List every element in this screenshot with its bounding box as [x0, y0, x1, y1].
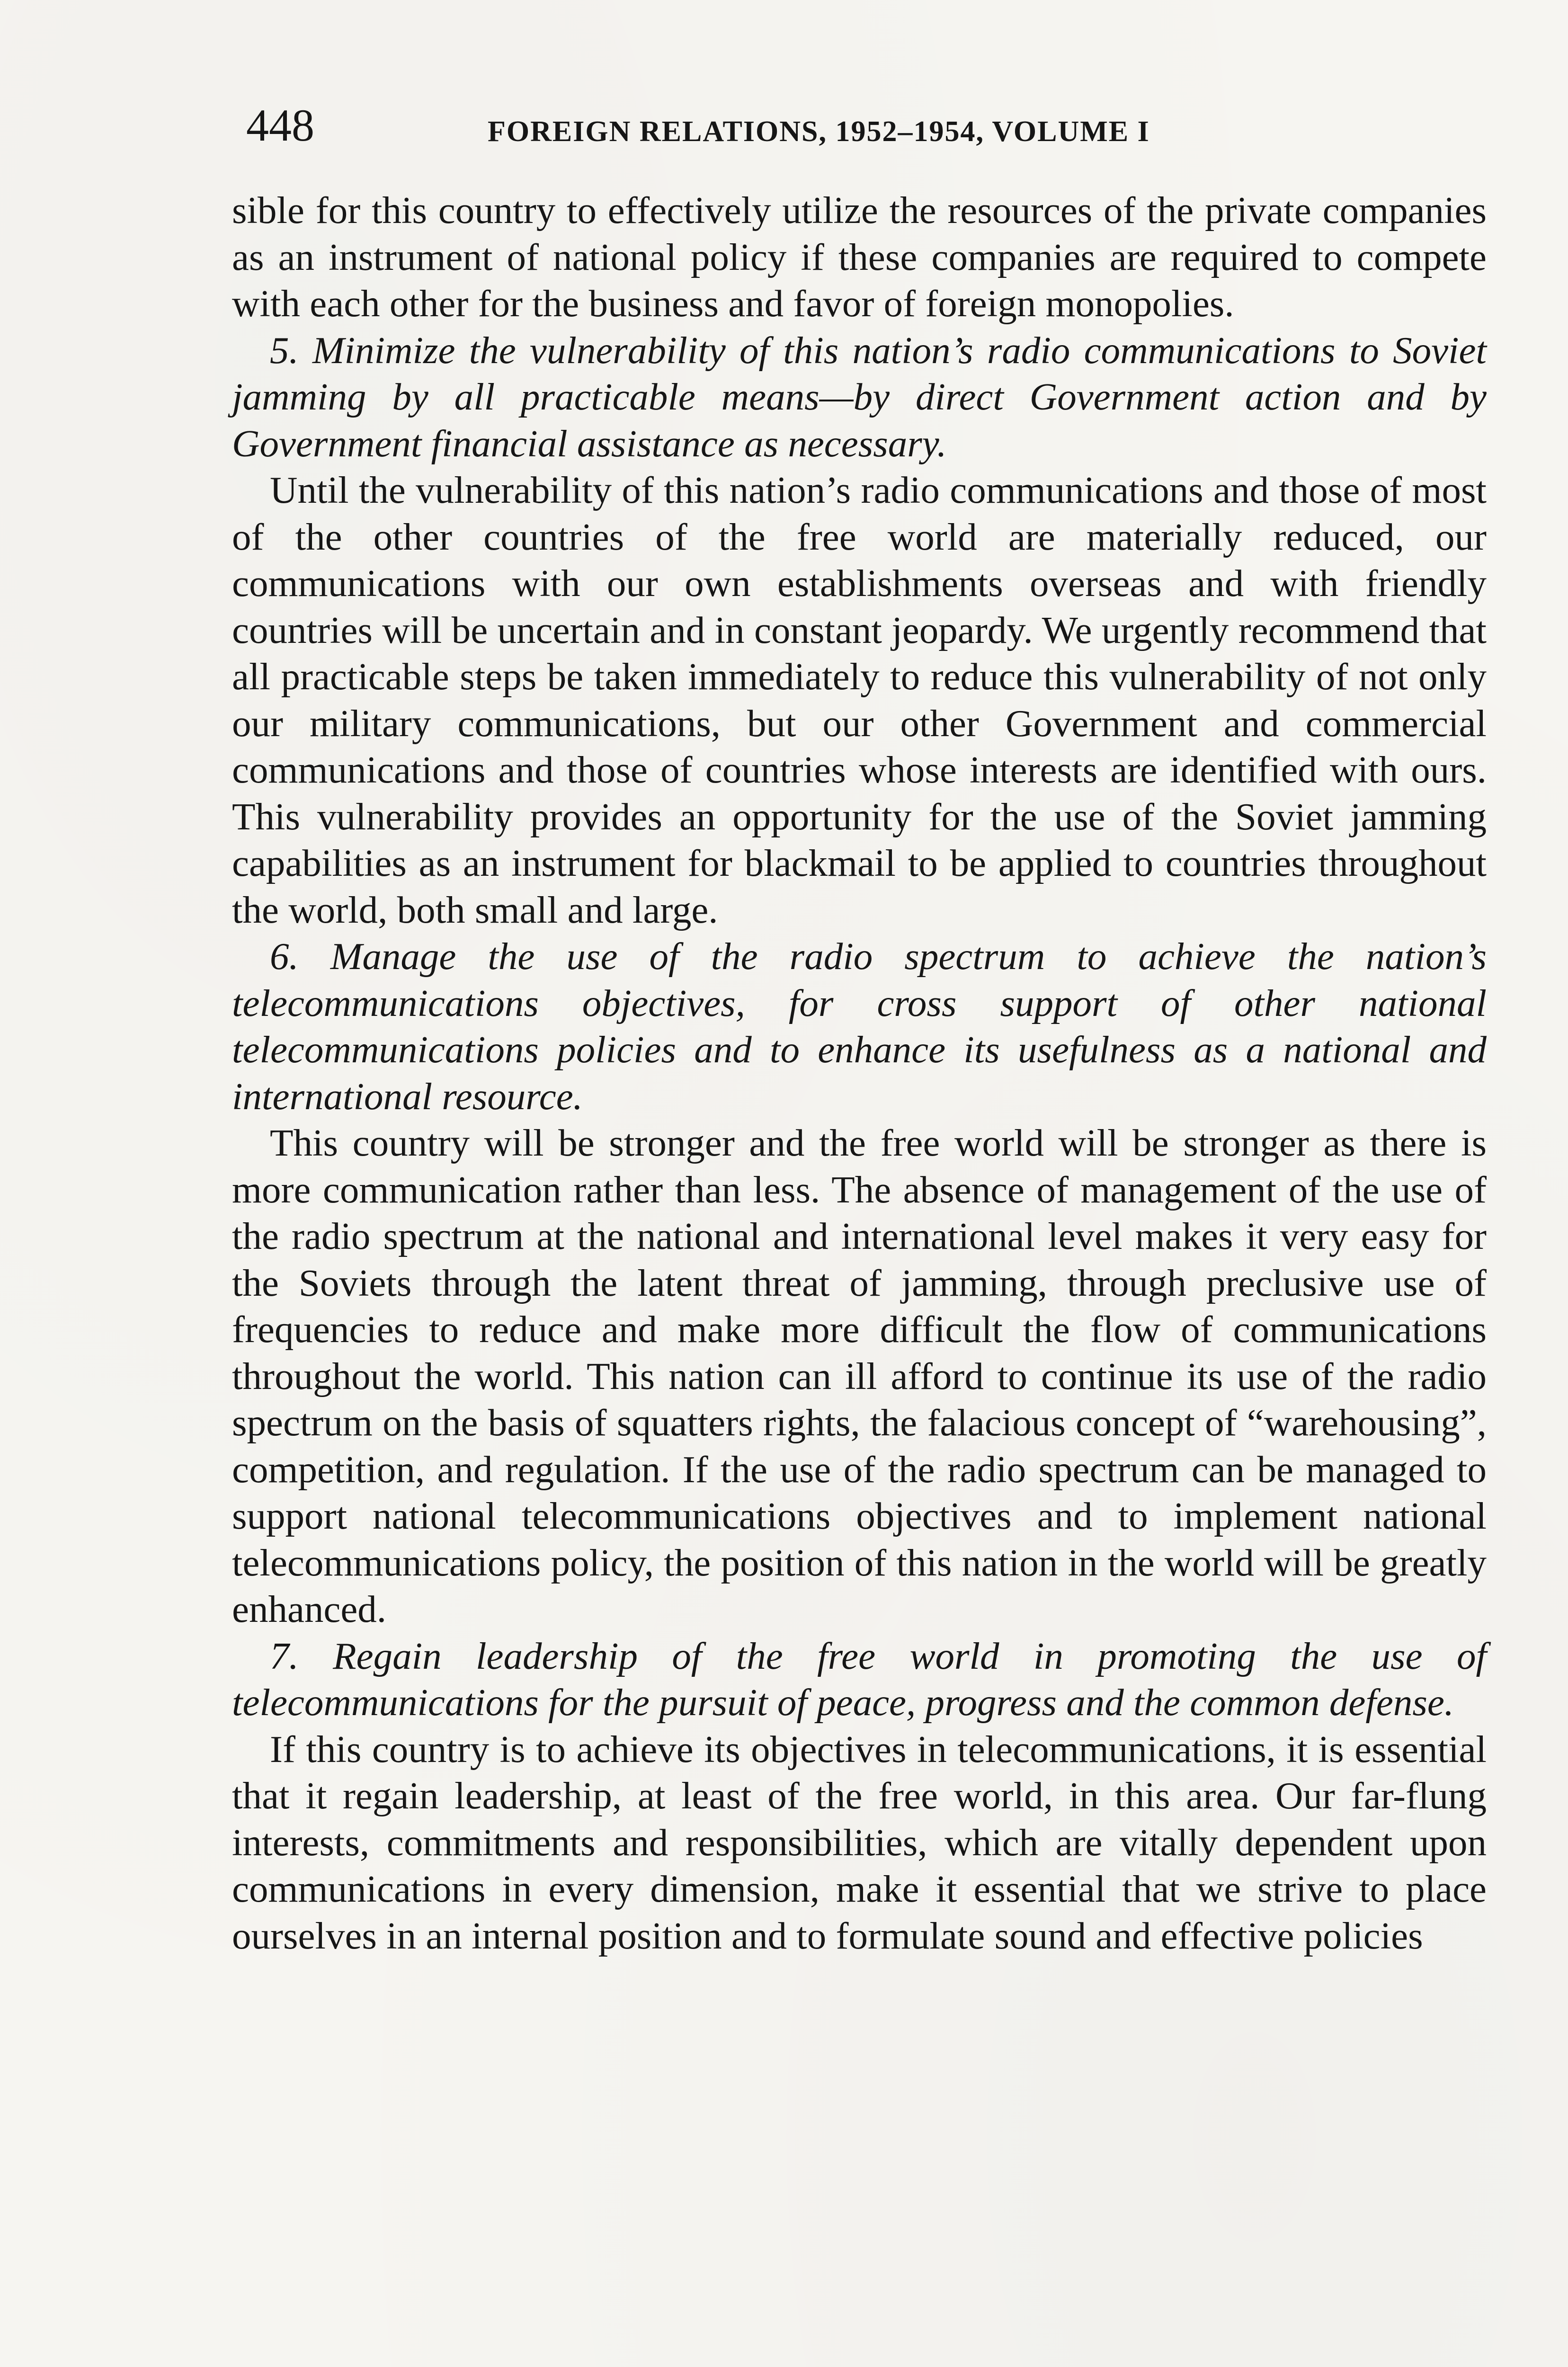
recommendation-6-heading: 6. Manage the use of the radio spectrum to achieve the nation’s telecommunications objectives, for cross support of other national telecommunications policies and to enhance its usefulness as a national and international resource. [232, 935, 1487, 1118]
page-header [246, 97, 1487, 159]
recommendation-5-heading: 5. Minimize the vulnerability of this nation’s radio communications to Soviet jamming by all practicable means—by direct Government action and by Government financial assistance as necessary. [232, 329, 1487, 465]
recommendation-6-body: This country will be stronger and the free world will be stronger as there is more communication rather than less. The absence of management of the use of the radio spectrum at the national and international level makes it very easy for the Soviets through the latent threat of jamming, through preclusive use of frequencies to reduce and make more difficult the flow of communications throughout the world. This nation can ill afford to continue its use of the radio spectrum on the basis of squatters rights, the falacious concept of “warehousing”, competition, and regulation. If the use of the radio spectrum can be managed to support national telecommunications objectives and to implement national telecommunications policy, the position of this nation in the world will be greatly enhanced. [232, 1121, 1487, 1630]
body-text [232, 187, 1487, 1959]
recommendation-7-body: If this country is to achieve its objectives in telecommunications, it is essential that it regain leadership, at least of the free world, in this area. Our far-flung interests, commitments and responsibilities, which are vitally dependent upon communications in every dimension, make it essential that we strive to place ourselves in an internal position and to formulate sound and effective policies [232, 1727, 1487, 1957]
paragraph-continuation: sible for this country to effectively utilize the resources of the private companies as an instrument of national policy if these companies are required to compete with each other for the business and favor of foreign monopolies. [232, 189, 1487, 325]
recommendation-7-heading: 7. Regain leadership of the free world in promoting the use of telecommunications for the pursuit of peace, progress and the common defense. [232, 1634, 1487, 1724]
running-head: FOREIGN RELATIONS, 1952–1954, VOLUME I [488, 116, 1150, 148]
page-number: 448 [246, 100, 314, 151]
recommendation-5-body: Until the vulnerability of this nation’s radio communications and those of most of the other countries of the free world are materially reduced, our communications with our own establishments overseas and with friendly countries will be uncertain and in constant jeopardy. We urgently recommend that all practicable steps be taken immediately to reduce this vulnerability of not only our military communications, but our other Government and commercial communications and those of countries whose interests are identified with ours. This vulnerability provides an opportunity for the use of the Soviet jamming capabilities as an instrument for blackmail to be applied to countries throughout the world, both small and large. [232, 469, 1487, 931]
